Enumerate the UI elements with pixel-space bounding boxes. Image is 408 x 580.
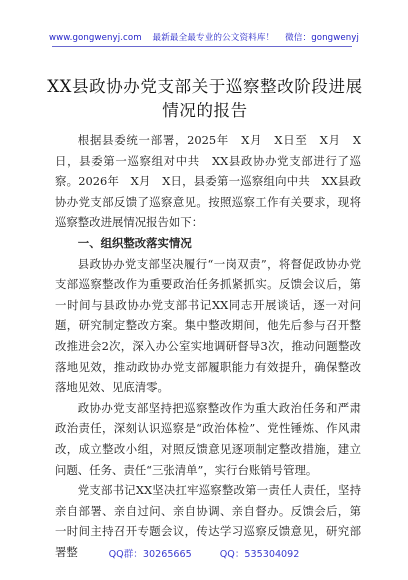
site-footer: [0, 546, 408, 560]
body-paragraph: 县政协办党支部坚决履行“一岗双责”，将督促政协办党支部巡察整改作为重要政治任务抓紧抓实。反馈会议后，第一时间与县政协办党支部书记XX同志开展谈话，逐一对问题，研究制定整改方案。集中整改期间，他先后参与召开整改推进会2次，深入办公室实地调研督导3次，推动问题整改落地见效，推动政协办党支部履职能力有效提升，确保整改落地见效、见底清零。: [55, 256, 361, 395]
footer-qq-group: QQ群：30265665: [108, 549, 192, 560]
section-heading: 一、组织整改落实情况: [77, 235, 192, 250]
header-website-link[interactable]: www.gongwenyj.com: [49, 33, 142, 43]
body-paragraph-intro: 根据县委统一部署，2025年 X月 X日至 X月 X日，县委第一巡察组对中共 XX县政协办党支部进行了巡察。2026年 X月 X日，县委第一巡察组向中共 XX县政协办党支部反馈了巡察意见。按照巡察工作有关要求，现将巡察整改进展情况报告如下：: [55, 133, 361, 230]
document-title: XX县政协办党支部关于巡察整改阶段进展情况的报告: [47, 77, 363, 120]
footer-qq: QQ：535304092: [219, 549, 300, 560]
body-paragraph: 党支部书记XX坚决扛牢巡察整改第一责任人责任，坚持亲自部署、亲自过问、亲自协调、亲自督办。反馈会后，第一时间主持召开专题会议，传达学习巡察反馈意见，研究部署整: [55, 483, 361, 559]
site-header: [0, 31, 408, 43]
header-divider: [52, 46, 352, 47]
header-slogan: 最新最全最专业的公文资料库！: [152, 33, 275, 43]
document-body: [55, 130, 361, 562]
body-paragraph: 政协办党支部坚持把巡察整改作为重大政治任务和严肃政治责任，深刻认识巡察是“政治体检”、党性锤炼、作风肃改，成立整改小组，对照反馈意见逐项制定整改措施，建立问题、任务、责任“三张清单”，实行台账销号管理。: [55, 400, 361, 477]
header-wechat: 微信：gongwenyj: [285, 33, 359, 43]
